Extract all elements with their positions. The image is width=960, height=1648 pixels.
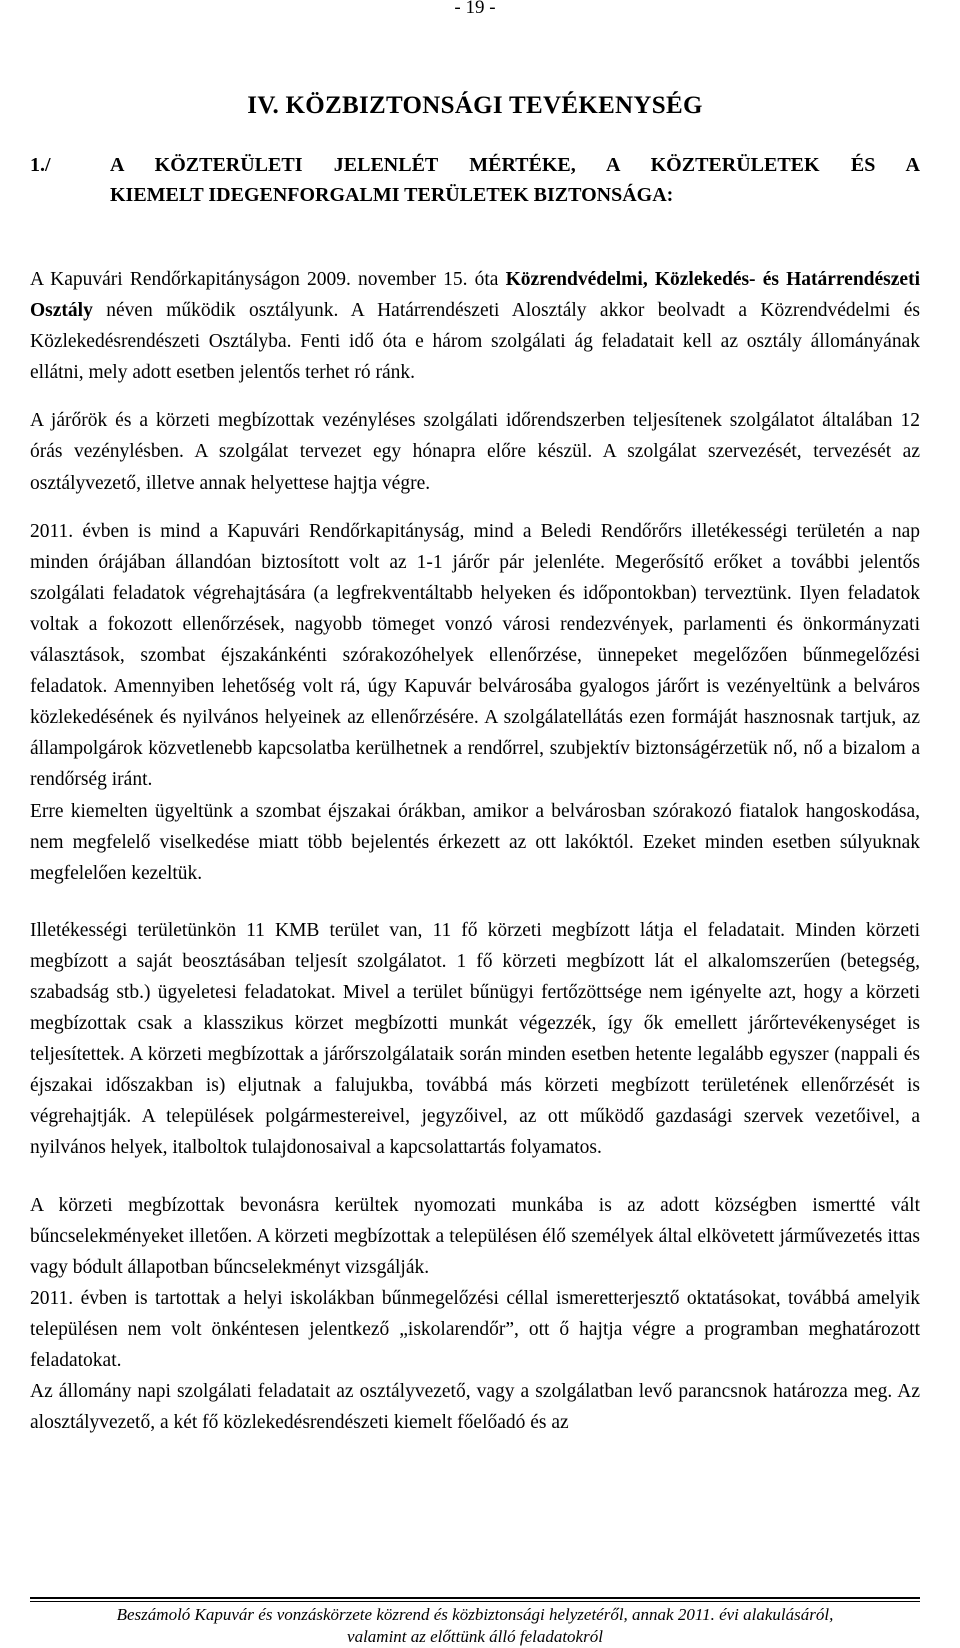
paragraph-2011-presence: 2011. évben is mind a Kapuvári Rendőrkapitányság, mind a Beledi Rendőrőrs illetékességi területén a nap minden órájában állandóan biztosított volt az 1-1 járőr pár jelenléte. Megerősítő erőket a további jelentős szolgálati feladatok végrehajtására (a legfrekventáltabb helyeken és időpontokban) terveztünk. Ilyen feladatok voltak a fokozott ellenőrzések, nagyobb tömeget vonzó városi rendezvények, parlamenti és önkormányzati választások, szombat éjszakánkénti szórakozóhelyek ellenőrzése, ünnepeket megelőzően bűnmegelőzési feladatok. Amennyiben lehetőség volt rá, úgy Kapuvár belvárosába gyalogos járőrt is vezényeltünk a belváros közlekedésének és nyilvános helyeinek az ellenőrzésére. A szolgálatellátás ezen formáját hasznosnak tartjuk, az állampolgárok közvetlenebb kapcsolatba kerülhetnek a rendőrrel, szubjektív biztonságérzetük nő, nő a bizalom a rendőrség iránt. — [30, 520, 920, 791]
footer-divider — [30, 1597, 920, 1599]
paragraph-investigations: A körzeti megbízottak bevonásra kerültek nyomozati munkába is az adott községben ismertté vált bűncselekményeket illetően. A körzeti megbízottak a településen élő személyek által elkövetett járművezetés ittas vagy bódult állapotban bűncselekményt vizsgálják. — [30, 1194, 920, 1278]
paragraph-daily-duties: Az állomány napi szolgálati feladatait az osztályvezető, vagy a szolgálatban levő parancsnok határozza meg. Az alosztályvezető, a két fő közlekedésrendészeti kiemelt főelőadó és az — [30, 1381, 920, 1434]
section-title — [110, 150, 920, 210]
paragraph-saturday-nights: Erre kiemelten ügyeltünk a szombat éjszakai órákban, amikor a belvárosban szórakozó fiatalok hangoskodása, nem megfelelő viselkedése miatt több bejelentés érkezett az ott lakóktól. Ezeket minden esetben súlyuknak megfelelően kezeltük. — [30, 800, 920, 884]
paragraph-department-pre: A Kapuvári Rendőrkapitányságon 2009. november 15. óta — [30, 269, 506, 290]
paragraph-department — [30, 264, 920, 388]
footer-line2: valamint az előttünk álló feladatokról — [347, 1627, 603, 1646]
section-title-line2: KIEMELT IDEGENFORGALMI TERÜLETEK BIZTONSÁGA: — [110, 184, 674, 206]
section-title-line1: A KÖZTERÜLETI JELENLÉT MÉRTÉKE, A KÖZTERÜLETEK ÉS A — [110, 154, 920, 176]
section-heading — [30, 150, 920, 210]
page-number: - 19 - — [454, 0, 496, 18]
chapter-title: IV. KÖZBIZTONSÁGI TEVÉKENYSÉG — [247, 92, 703, 119]
paragraph-kmb-areas: Illetékességi területünkön 11 KMB terület van, 11 fő körzeti megbízott látja el feladatait. Minden körzeti megbízott a saját beosztásában teljesít szolgálatot. 1 fő körzeti megbízott lát el alkalomszerűen (betegség, szabadság stb.) ügyeletesi feladatokat. Mivel a terület bűnügyi fertőzöttsége nem igényelte azt, hogy a körzeti megbízottak csak a klasszikus körzet megbízotti munkát végezzék, így ők emellett járőrtevékenységet is teljesítettek. A körzeti megbízottak a járőrszolgálataik során minden esetben hetente legalább egyszer (nappali és éjszakai időszakban is) eljutnak a falujukba, továbbá más körzeti megbízott területének ellenőrzését is végrehajtják. A települések polgármestereivel, jegyzőivel, az ott működő gazdasági szervek vezetőivel, a nyilvános helyek, italboltok tulajdonosaival a kapcsolattartás folyamatos. — [30, 919, 920, 1159]
paragraph-school-programs: 2011. évben is tartottak a helyi iskolákban bűnmegelőzési céllal ismeretterjesztő oktatásokat, továbbá amelyik településen nem volt önkéntesen jelentkező „iskolarendőr”, ott ő hajtja végre a programban meghatározott feladatokat. — [30, 1287, 920, 1371]
document-page — [30, 0, 920, 1438]
footer-line1: Beszámoló Kapuvár és vonzáskörzete közrend és közbiztonsági helyzetéről, annak 2011. évi alakulásáról, — [116, 1605, 834, 1624]
department-name: Közrendvédelmi, Közlekedés- és Határrendészeti Osztály — [30, 269, 920, 322]
page-footer — [30, 1604, 920, 1648]
section-number: 1./ — [30, 154, 51, 176]
footer-divider-thin — [30, 1601, 920, 1602]
body-text — [30, 264, 920, 1438]
paragraph-patrols: A járőrök és a körzeti megbízottak vezényléses szolgálati időrendszerben teljesítenek szolgálatot általában 12 órás vezénylésben. A szolgálat tervezet egy hónapra előre készül. A szolgálat szervezését, tervezését az osztályvezető, illetve annak helyettese hajtja végre. — [30, 410, 920, 494]
paragraph-department-post: néven működik osztályunk. A Határrendészeti Alosztály akkor beolvadt a Közrendvédelmi és Közlekedésrendészeti Osztályba. Fenti idő óta e három szolgálati ág feladatait kell az osztály állományának ellátni, mely adott esetben jelentős terhet ró ránk. — [30, 300, 920, 384]
